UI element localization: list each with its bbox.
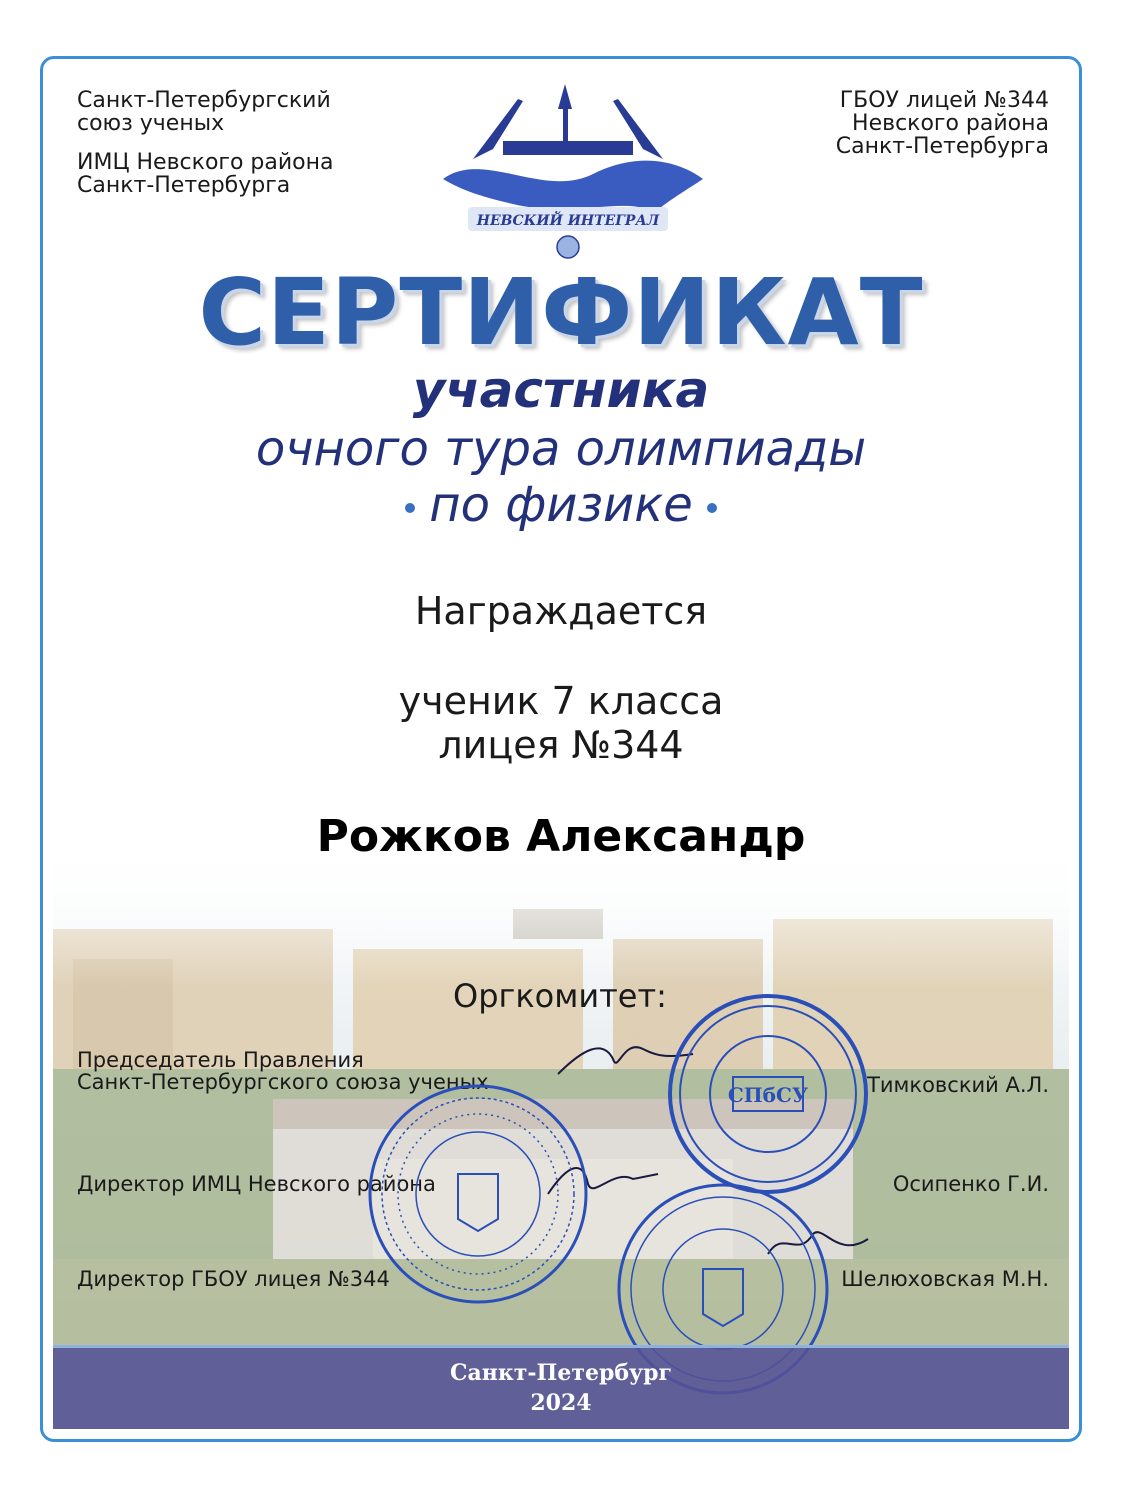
org-lyceum xyxy=(836,89,1049,158)
certificate-subtitle-round: очного тура олимпиады xyxy=(255,421,867,477)
org-scientists-union xyxy=(77,89,331,135)
stamp-scientists-union xyxy=(663,989,873,1199)
org-line: Невского района xyxy=(852,111,1049,136)
signatory-name: Шелюховская М.Н. xyxy=(841,1267,1049,1291)
recipient-description xyxy=(43,679,1079,767)
certificate-subtitle-participant: участника xyxy=(412,361,710,419)
certificate-frame xyxy=(40,56,1082,1442)
certificate-title: СЕРТИФИКАТ xyxy=(198,259,924,366)
org-line: ГБОУ лицей №344 xyxy=(839,88,1049,113)
signatory-role: Председатель Правления xyxy=(77,1048,364,1072)
signatory-role: Директор ГБОУ лицея №344 xyxy=(77,1267,390,1291)
org-line: союз ученых xyxy=(77,111,225,136)
org-line: Санкт-Петербурга xyxy=(835,134,1049,159)
signatory-role: Санкт-Петербургского союза ученых xyxy=(77,1070,489,1094)
recipient-class: ученик 7 класса xyxy=(398,679,724,723)
org-line: Санкт-Петербурга xyxy=(77,173,291,198)
stamp-center-text: СПбСУ xyxy=(727,1083,809,1107)
logo-text: НЕВСКИЙ ИНТЕГРАЛ xyxy=(476,213,660,229)
footer-year: 2024 xyxy=(530,1390,592,1416)
nevsky-integral-logo xyxy=(423,79,713,259)
signatory-name: Тимковский А.Л. xyxy=(867,1073,1049,1097)
footer-city: Санкт-Петербург xyxy=(450,1360,672,1386)
committee-heading: Оргкомитет: xyxy=(453,977,667,1015)
bullet-dot-icon xyxy=(405,503,415,513)
subject-text: по физике xyxy=(429,477,693,533)
org-line: Санкт-Петербургский xyxy=(77,88,331,113)
recipient-school: лицея №344 xyxy=(438,723,684,767)
org-line: ИМЦ Невского района xyxy=(77,150,334,175)
stamp-imc xyxy=(363,1079,593,1309)
org-imc xyxy=(77,151,333,197)
footer-band xyxy=(53,1345,1069,1429)
certificate-subtitle-subject xyxy=(43,477,1079,533)
award-text: Награждается xyxy=(414,589,708,633)
recipient-name: Рожков Александр xyxy=(316,811,806,862)
signatory-role: Директор ИМЦ Невского района xyxy=(77,1172,436,1196)
bullet-dot-icon xyxy=(707,503,717,513)
signatory-name: Осипенко Г.И. xyxy=(892,1172,1049,1196)
